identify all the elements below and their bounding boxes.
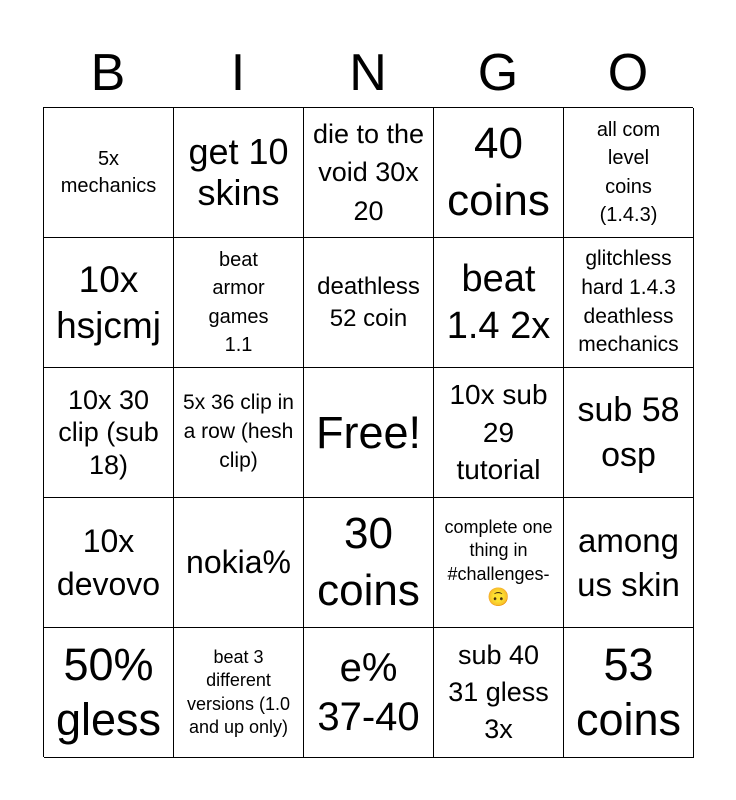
header-letter-i: I [230,44,246,102]
bingo-cell[interactable]: 10x hsjcmj [44,238,174,368]
bingo-cell[interactable]: die to the void 30x 20 [304,108,434,238]
header-letter-b: B [90,44,126,102]
bingo-cell[interactable]: get 10 skins [174,108,304,238]
bingo-cell[interactable]: 10x sub 29 tutorial [434,368,564,498]
bingo-cell[interactable]: 40 coins [434,108,564,238]
bingo-cell[interactable]: 5x 36 clip in a row (hesh clip) [174,368,304,498]
bingo-cell[interactable]: sub 40 31 gless 3x [434,628,564,758]
bingo-cell[interactable]: 10x 30 clip (sub 18) [44,368,174,498]
bingo-cell[interactable]: 50% gless [44,628,174,758]
bingo-cell[interactable]: among us skin [564,498,694,628]
bingo-header [43,40,693,106]
bingo-cell[interactable]: all com level coins (1.4.3) [564,108,694,238]
bingo-cell[interactable]: glitchless hard 1.4.3 deathless mechanics [564,238,694,368]
bingo-cell[interactable]: 10x devovo [44,498,174,628]
bingo-cell[interactable]: beat armor games 1.1 [174,238,304,368]
bingo-cell[interactable]: deathless 52 coin [304,238,434,368]
bingo-board [43,107,693,757]
bingo-cell[interactable]: 30 coins [304,498,434,628]
bingo-cell[interactable]: nokia% [174,498,304,628]
bingo-cell[interactable]: sub 58 osp [564,368,694,498]
bingo-cell[interactable]: beat 3 different versions (1.0 and up only) [174,628,304,758]
header-letter-n: N [349,44,387,102]
bingo-cell-free[interactable]: Free! [304,368,434,498]
bingo-cell[interactable]: 5x mechanics [44,108,174,238]
bingo-cell[interactable]: 53 coins [564,628,694,758]
bingo-cell[interactable]: beat 1.4 2x [434,238,564,368]
header-letter-g: G [477,44,519,102]
header-letter-o: O [607,44,649,102]
bingo-cell[interactable]: e% 37-40 [304,628,434,758]
bingo-cell[interactable]: complete one thing in #challenges- 🙃 [434,498,564,628]
